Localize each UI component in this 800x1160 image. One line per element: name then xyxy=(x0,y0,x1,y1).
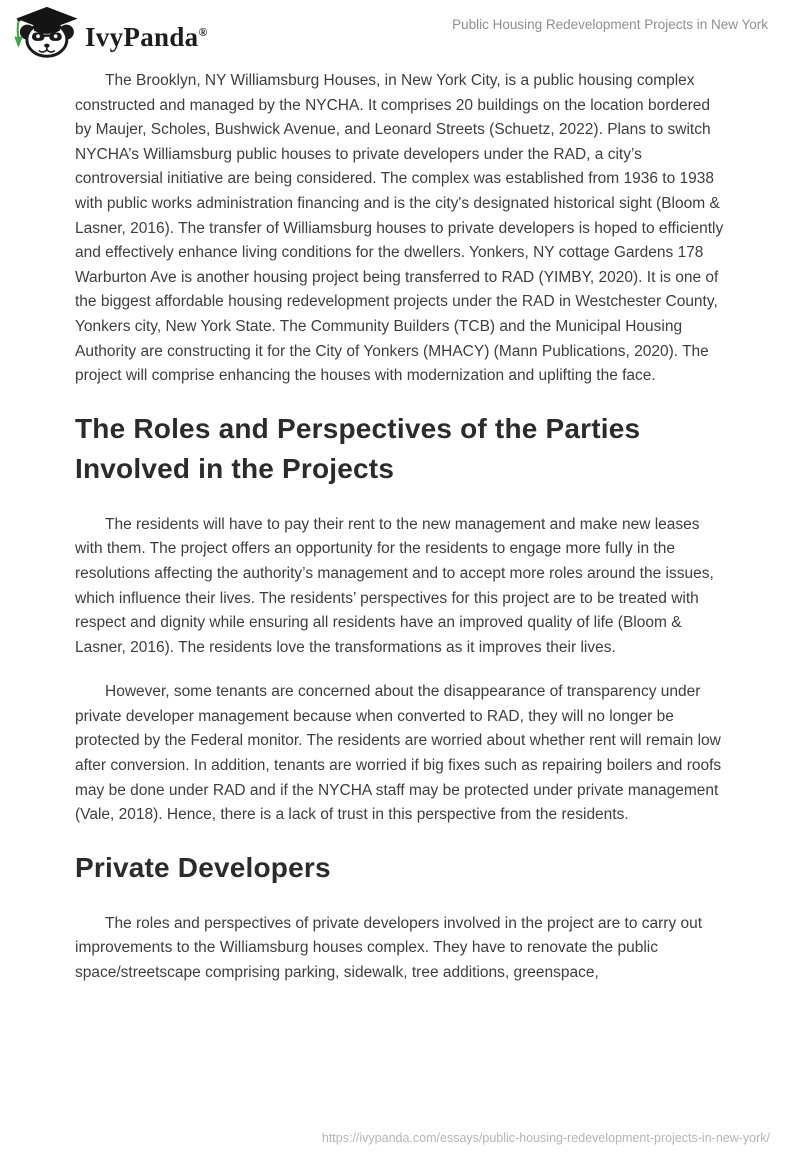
brand-name xyxy=(85,16,208,51)
brand-text: IvyPanda xyxy=(85,21,199,52)
paragraph: However, some tenants are concerned about the disappearance of transparency under private developer management because when converted to RAD, they will no longer be protected by the Federal monitor. The residents are worried about whether rent will remain low after conversion. In addition, tenants are worried if big fixes such as repairing boilers and roofs may be done under RAD and if the NYCHA staff may be protected under private management (Vale, 2018). Hence, there is a lack of trust in this perspective from the residents. xyxy=(75,683,722,824)
paragraph: The residents will have to pay their rent to the new management and make new leases with them. The project offers an opportunity for the residents to engage more fully in the resolutions affecting the authority’s management and to accept more roles around the issues, which influence their lives. The residents’ perspectives for this project are to be treated with respect and dignity while ensuring all residents have an improved quality of life (Bloom & Lasner, 2016). The residents love the transformations as it improves their lives. xyxy=(75,515,714,656)
panda-graduate-icon xyxy=(10,6,80,60)
document-title: Public Housing Redevelopment Projects in New York xyxy=(452,17,768,32)
registered-mark: ® xyxy=(198,24,208,39)
essay-body xyxy=(0,56,800,986)
page-header xyxy=(0,0,800,56)
source-url-link[interactable]: https://ivypanda.com/essays/public-housing-redevelopment-projects-in-new-york/ xyxy=(321,1131,770,1145)
ivypanda-logo xyxy=(10,6,208,60)
section-heading: The Roles and Perspectives of the Parties Involved in the Projects xyxy=(75,412,641,484)
page-footer xyxy=(322,1129,770,1147)
paragraph: The Brooklyn, NY Williamsburg Houses, in New York City, is a public housing complex constructed and managed by the NYCHA. It comprises 20 buildings on the location bordered by Maujer, Scholes, Bushwick Avenue, and Leonard Streets (Schuetz, 2022). Plans to switch NYCHA’s Williamsburg public houses to private developers under the RAD, a city’s controversial initiative are being considered. The complex was established from 1936 to 1938 with public works administration financing and is the city's designated historical sight (Bloom & Lasner, 2016). The transfer of Williamsburg houses to private developers is hoped to efficiently and effectively enhance living conditions for the dwellers. Yonkers, NY cottage Gardens 178 Warburton Ave is another housing project being transferred to RAD (YIMBY, 2020). It is one of the biggest affordable housing redevelopment projects under the RAD in Westchester County, Yonkers city, New York State. The Community Builders (TCB) and the Municipal Housing Authority are constructing it for the City of Yonkers (MHACY) (Mann Publications, 2020). The project will comprise enhancing the houses with modernization and uplifting the face. xyxy=(75,72,724,385)
section-heading: Private Developers xyxy=(75,851,331,883)
paragraph: The roles and perspectives of private developers involved in the project are to carry out improvements to the Williamsburg houses complex. They have to renovate the public space/streetscape comprising parking, sidewalk, tree additions, greenspace, xyxy=(75,914,703,982)
